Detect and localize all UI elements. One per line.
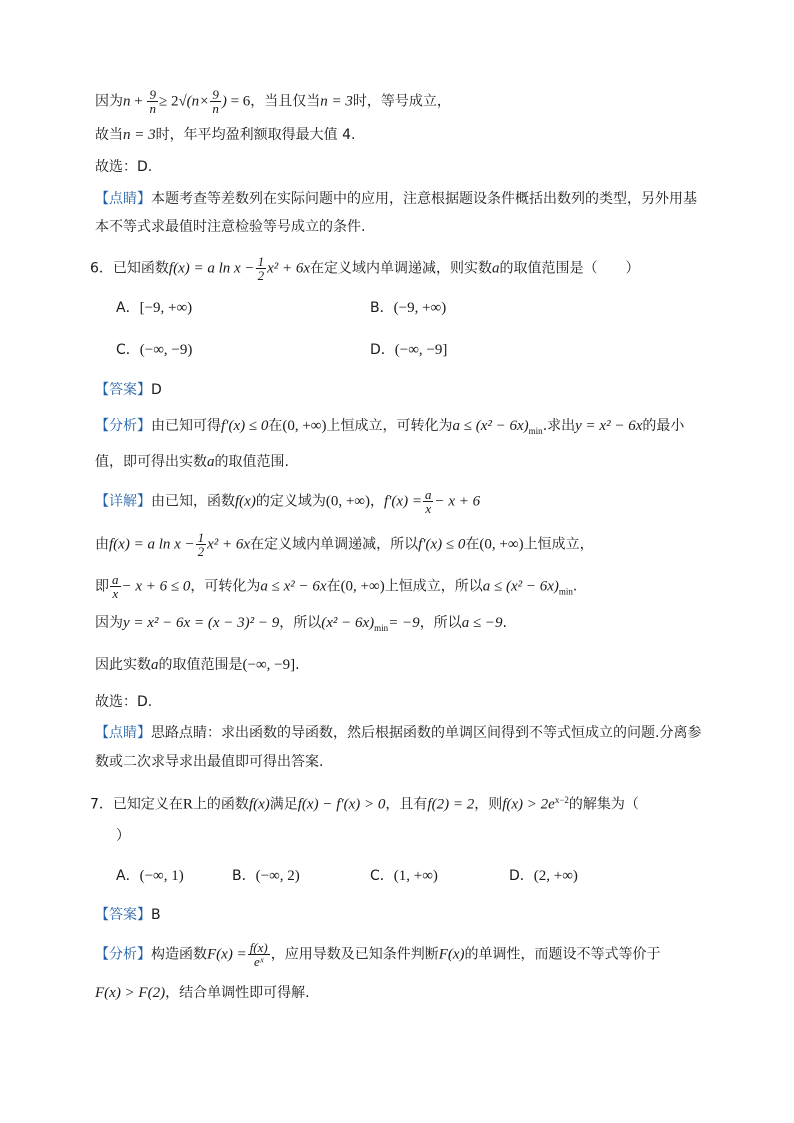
option-a[interactable]: A．(−∞, 1) — [116, 868, 184, 884]
detail-line-3: 即 $\frac{a}{x}$ − x + 6 ≤ 0，可转化为a ≤ x² − 6x在(0, +∞)上恒成立，所以$a \le (x^2 - 6x)_{min}$. — [95, 572, 578, 601]
tip-line-2: 数或二次求导求出最值即可得出答案. — [95, 754, 324, 770]
detail-line-4: 因为y = x² − 6x = (x − 3)² − 9，所以$(x^2 - 6x)_{min}= -9$，所以a ≤ −9. — [95, 615, 507, 633]
option-c[interactable]: C．(1, +∞) — [370, 868, 438, 884]
text-line-2: 故当n = 3时，年平均盈利额取得最大值 4. — [95, 127, 356, 143]
tip-tag: 【点睛】 — [95, 191, 151, 207]
question-6-stem: 6．已知函数f(x) = a ln x − $\frac{1}{2}$ x² + 6x在定义域内单调递减，则实数a的取值范围是（ ） — [90, 254, 640, 283]
option-b[interactable]: B．(−9, +∞) — [370, 300, 447, 316]
question-7-stem-end: ） — [116, 828, 130, 844]
tip-line-1: 【点睛】本题考查等差数列在实际问题中的应用，注意根据题设条件概括出数列的类型，另外用基 — [95, 191, 697, 207]
sqrt-expression: √(n× — [178, 93, 210, 110]
question-7-stem: 7．已知定义在R上的函数f(x)满足f(x) − f′(x) > 0，且有f(2) = 2，则$f(x) > 2e^{x-2}$的解集为（ — [90, 795, 639, 813]
text: 因为 — [95, 93, 123, 110]
option-a[interactable]: A．[−9, +∞) — [116, 300, 193, 316]
tip-line-1: 【点睛】思路点睛：求出函数的导函数，然后根据函数的单调区间得到不等式恒成立的问题.分离参 — [95, 725, 702, 741]
choice-line: 故选：D. — [95, 694, 153, 710]
text-line-1: 因为n + $\frac{9}{n}$ ≥ 2√(n× $\frac{9}{n}$ ) = 6，当且仅当n = 3时，等号成立， — [95, 87, 451, 116]
option-b[interactable]: B．(−∞, 2) — [232, 868, 300, 884]
tip-line-2: 本不等式求最值时注意检验等号成立的条件. — [95, 219, 366, 235]
answer-line: 【答案】B — [95, 907, 161, 923]
option-c[interactable]: C．(−∞, −9) — [116, 342, 193, 358]
option-d[interactable]: D．(−∞, −9] — [370, 342, 448, 358]
answer-line: 【答案】D — [95, 382, 162, 398]
answer-tag: 【答案】 — [95, 382, 151, 398]
option-d[interactable]: D．(2, +∞) — [509, 868, 578, 884]
analysis-line-1: 【分析】构造函数F(x) = $\frac{f(x)}{\text{eˣ}}$ ，应用导数及已知条件判断F(x)的单调性，而题设不等式等价于 — [95, 940, 661, 969]
analysis-line-2: F(x) > F(2)，结合单调性即可得解. — [95, 985, 310, 1001]
analysis-line-2: 值，即可得出实数a的取值范围. — [95, 454, 289, 470]
detail-line-1: 【详解】由已知，函数f(x)的定义域为(0, +∞)，f′(x) = $\frac{a}{x}$ − x + 6 — [95, 487, 481, 516]
detail-line-2: 由f(x) = a ln x − $\frac{1}{2}$ x² + 6x在定义域内单调递减，所以f′(x) ≤ 0在(0, +∞)上恒成立， — [95, 530, 594, 559]
detail-line-5: 因此实数a的取值范围是(−∞, −9]. — [95, 657, 300, 673]
fraction: $\frac{9}{n}$ — [149, 87, 156, 116]
choice-line: 故选：D. — [95, 159, 153, 175]
analysis-line-1: 【分析】由已知可得f′(x) ≤ 0在(0, +∞)上恒成立，可转化为$a \le (x^2 - 6x)_{min}$.求出y = x² − 6x的最小 — [95, 418, 685, 436]
